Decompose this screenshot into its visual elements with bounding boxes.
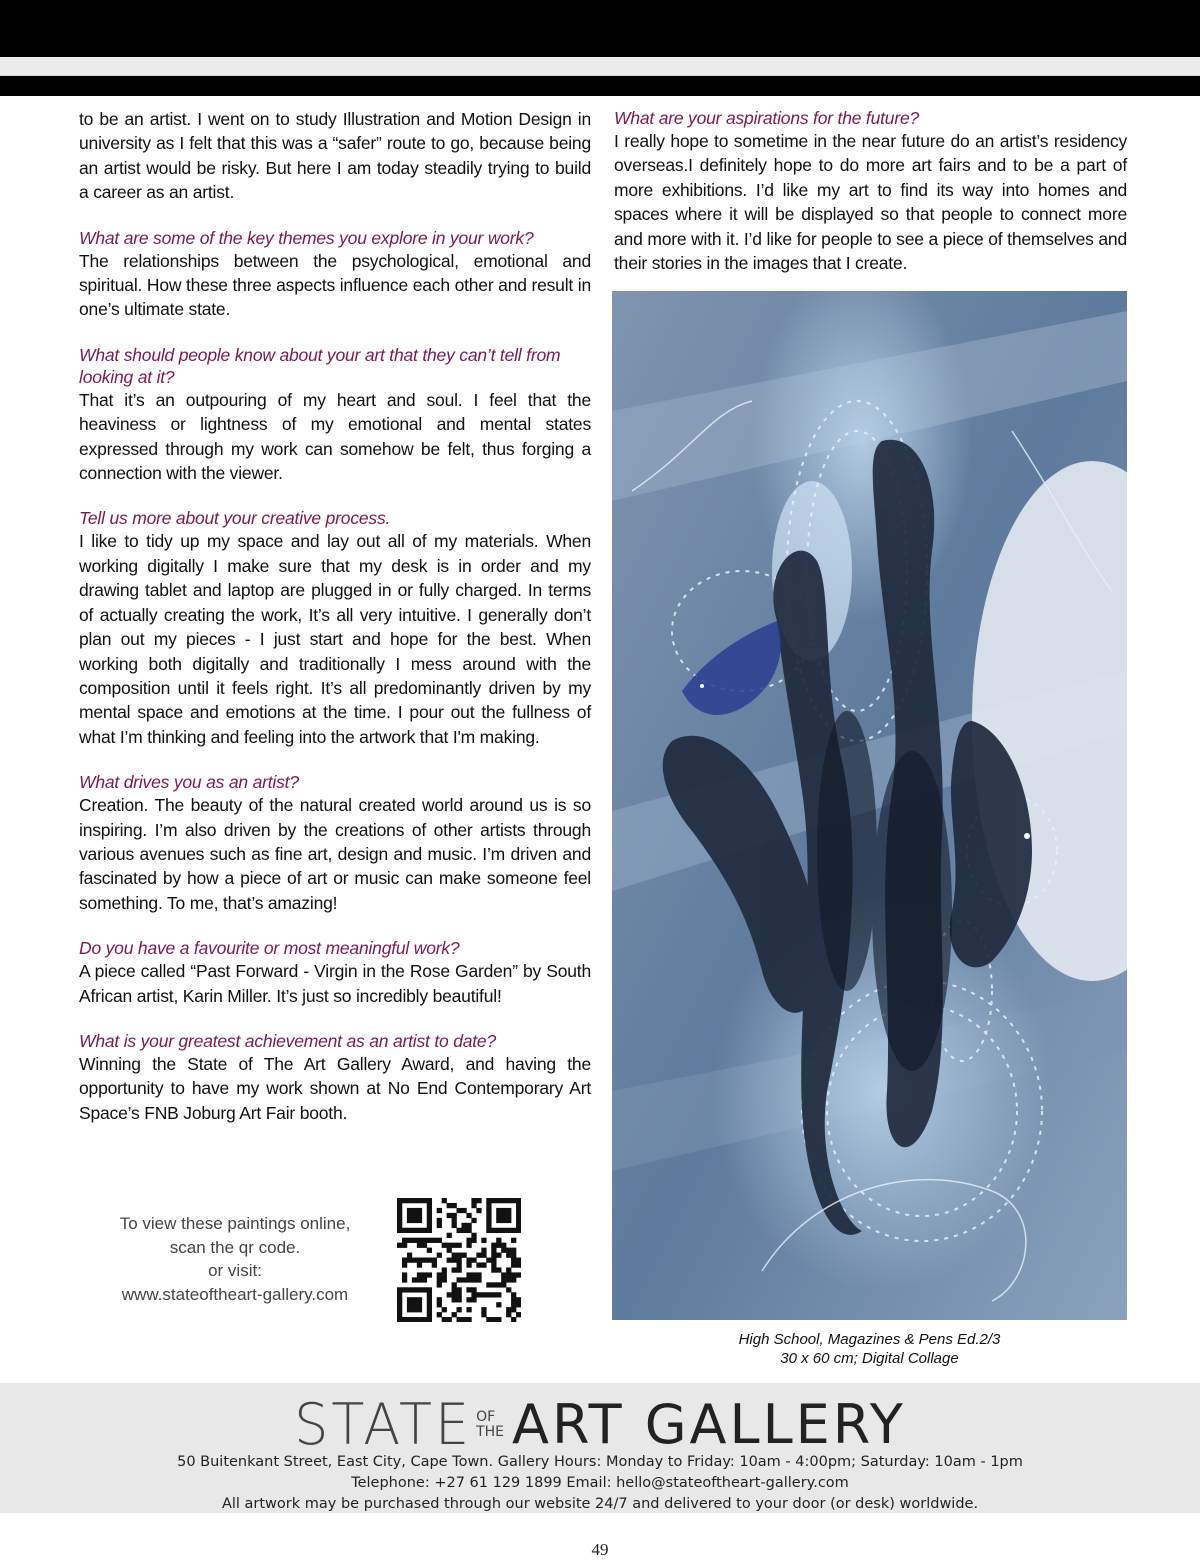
artwork-illustration [612,291,1127,1320]
header-grey-stripe [0,57,1200,76]
qr-code[interactable] [397,1198,521,1322]
header-black-bar-lower [0,76,1200,96]
logo-of: OF [476,1408,496,1425]
qr-text-line: To view these paintings online, [119,1214,351,1233]
question-heading: Tell us more about your creative process. [79,508,391,529]
question-heading: What are your aspirations for the future? [614,108,920,128]
artwork-caption [612,1330,1127,1368]
footer-purchase-note: All artwork may be purchased through our website 24/7 and delivered to your door (or desk) worldwide. [221,1496,979,1512]
qr-text-line: scan the qr code. [169,1237,301,1257]
logo-state: STATE [294,1391,473,1458]
answer-paragraph: Winning the State of The Art Gallery Award, and having the opportunity to have my work shown at No End Contemporary Art Space’s FNB Joburg Art Fair booth. [79,1053,591,1123]
artwork-image [612,291,1127,1320]
website-link[interactable]: www.stateoftheart-gallery.com [121,1284,349,1304]
answer-paragraph: That it’s an outpouring of my heart and soul. I feel that the heaviness or lightness of my emotional and mental states expressed through my work can somehow be felt, thus forging a connection with the viewer. [79,389,591,484]
qr-instructions [95,1212,375,1306]
header-black-bar [0,0,1200,57]
answer-paragraph: Creation. The beauty of the natural created world around us is so inspiring. I’m also driven by the creations of other artists through various avenues such as fine art, design and music. I’m driven and fascinated by how a piece of art or music can make someone feel something. To me, that’s amazing! [79,795,591,913]
intro-paragraph: to be an artist. I went on to study Illustration and Motion Design in university as I felt that this was a “safer” route to go, because being an artist would be risky. But here I am today steadily trying to build a career as an artist. [79,109,591,203]
question-heading: What is your greatest achievement as an artist to date? [79,1030,496,1051]
answer-paragraph: I like to tidy up my space and lay out all of my materials. When working digitally I make sure that my desk is in order and my drawing tablet and laptop are plugged in or fully charged. In terms of actually creating the work, It’s all very intuitive. I generally don’t plan out my pieces - I just start and hope for the best. When working both digitally and traditionally I mess around with the composition until it feels right. It’s all predominantly driven by my mental space and emotions at the time. I pour out the fullness of what I’m thinking and feeling into the artwork that I'm making. [79,531,591,747]
gallery-logo [0,1391,1200,1458]
artwork-details: 30 x 60 cm; Digital Collage [780,1350,959,1367]
footer-address: 50 Buitenkant Street, East City, Cape Town. Gallery Hours: Monday to Friday: 10am - 4:00pm; Saturday: 10am - 1pm [177,1454,1023,1470]
logo-the: THE [476,1423,505,1440]
question-heading: What drives you as an artist? [79,772,299,793]
logo-of-the [476,1410,504,1440]
left-text-column [79,107,591,1125]
question-heading: What are some of the key themes you explore in your work? [79,227,534,248]
footer-contact: Telephone: +27 61 129 1899 Email: hello@stateoftheart-gallery.com [351,1475,849,1491]
answer-paragraph: A piece called “Past Forward - Virgin in the Rose Garden” by South African artist, Karin Miller. It’s just so incredibly beautiful! [79,961,591,1006]
question-heading: What should people know about your art that they can’t tell from looking at it? [79,344,561,387]
page-number: 49 [591,1540,609,1559]
question-heading: Do you have a favourite or most meaningful work? [79,938,460,959]
answer-paragraph: I really hope to sometime in the near future do an artist’s residency overseas.I definitely hope to do more art fairs and to be a part of more exhibitions. I’d like my art to find its way into homes and spaces where it will be displayed so that people to connect more and more with it. I’d like for people to see a piece of themselves and their stories in the images that I create. [614,131,1127,274]
artwork-title: High School, Magazines & Pens Ed.2/3 [738,1331,1001,1348]
footer-info [0,1452,1200,1515]
qr-code-graphic [397,1198,521,1322]
answer-paragraph: The relationships between the psychological, emotional and spiritual. How these three aspects influence each other and result in one’s ultimate state. [79,250,591,320]
logo-art-gallery: ART GALLERY [512,1393,906,1456]
right-text-column [614,107,1127,275]
qr-text-line: or visit: [208,1261,262,1280]
